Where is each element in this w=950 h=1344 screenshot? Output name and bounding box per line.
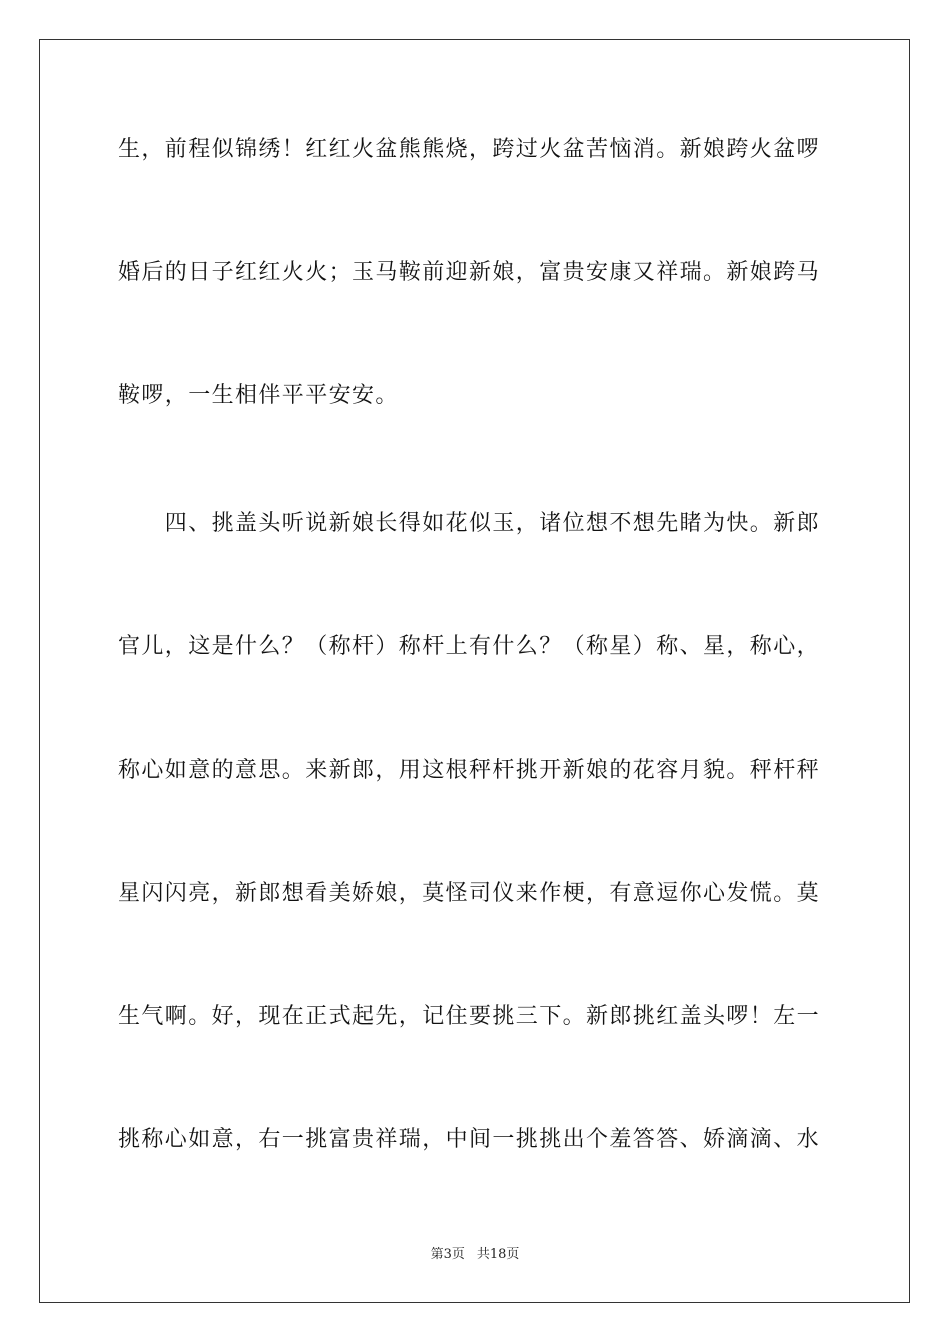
page-border <box>39 39 910 1303</box>
text-line: 生气啊。好，现在正式起先，记住要挑三下。新郎挑红盖头啰！左一 <box>118 1004 821 1029</box>
text-line: 星闪闪亮，新郎想看美娇娘，莫怪司仪来作梗，有意逗你心发慌。莫 <box>118 881 821 906</box>
text-line: 婚后的日子红红火火；玉马鞍前迎新娘，富贵安康又祥瑞。新娘跨马 <box>118 260 821 285</box>
page-footer <box>0 1246 950 1264</box>
text-line: 称心如意的意思。来新郎，用这根秤杆挑开新娘的花容月貌。秤杆秤 <box>118 758 821 783</box>
page-number: 第3页 <box>430 1247 465 1262</box>
text-line: 四、挑盖头听说新娘长得如花似玉，诸位想不想先睹为快。新郎 <box>118 511 821 536</box>
text-line: 生，前程似锦绣！红红火盆熊熊烧，跨过火盆苦恼消。新娘跨火盆啰 <box>118 137 821 162</box>
page-total: 共18页 <box>476 1247 520 1262</box>
text-line: 挑称心如意，右一挑富贵祥瑞，中间一挑挑出个羞答答、娇滴滴、水 <box>118 1127 821 1152</box>
text-line: 鞍啰，一生相伴平平安安。 <box>118 383 399 408</box>
text-line: 官儿，这是什么？（称杆）称杆上有什么？（称星）称、星，称心， <box>118 634 821 659</box>
